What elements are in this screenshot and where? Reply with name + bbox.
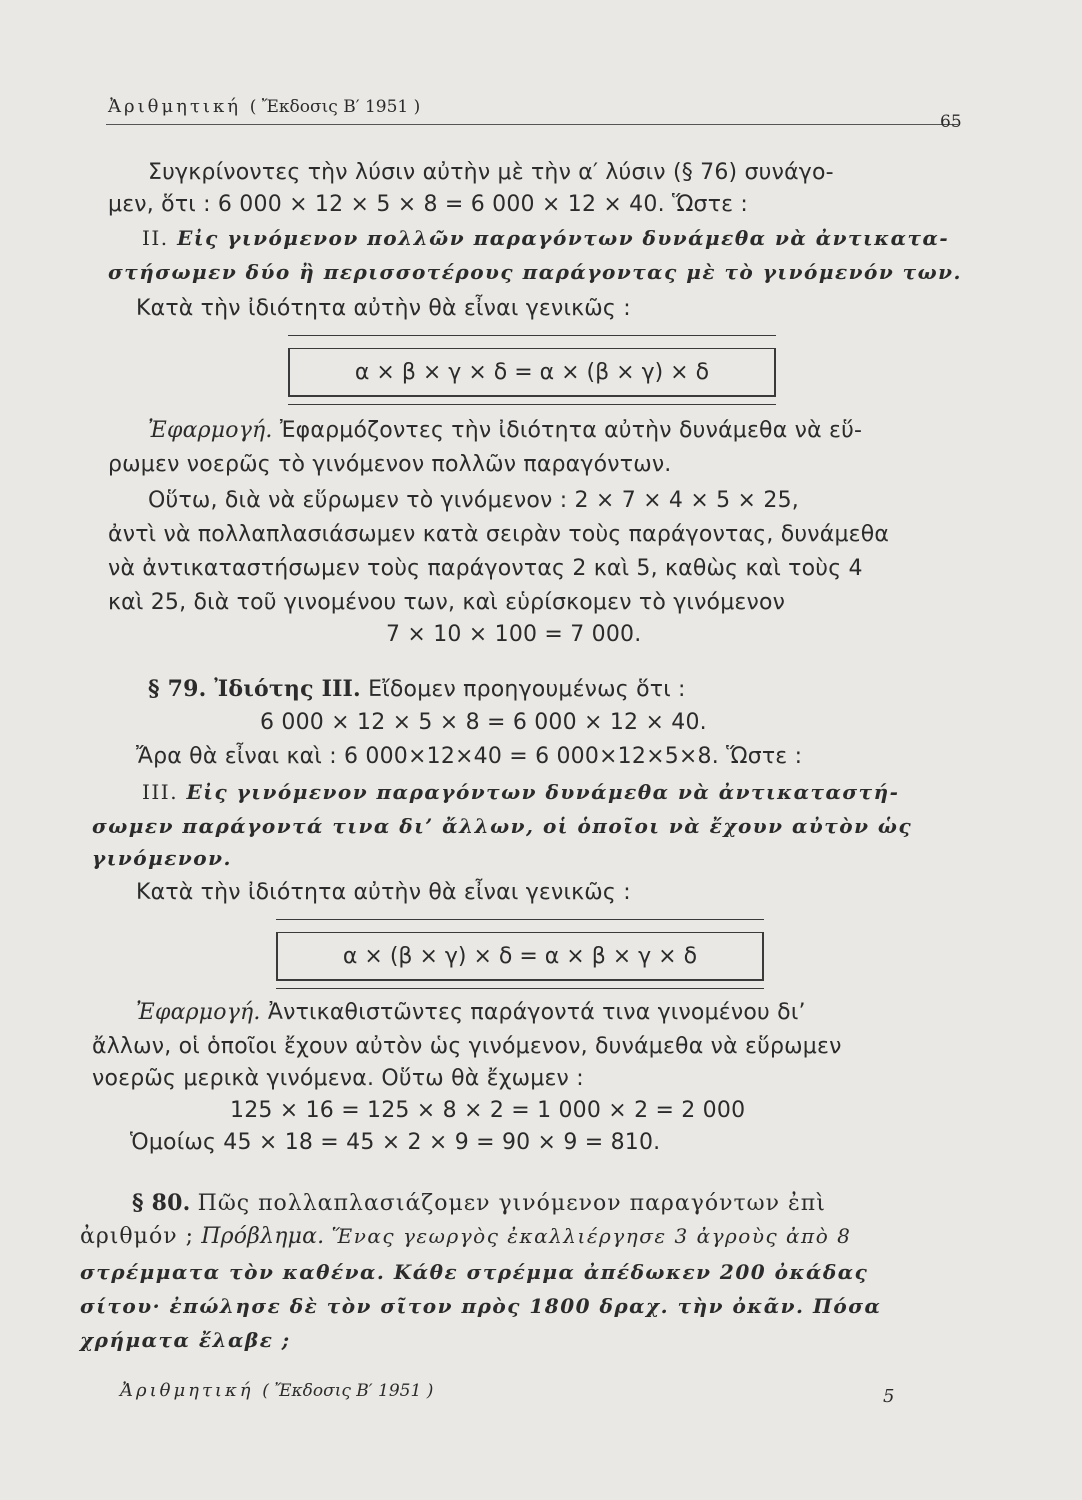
problem-text: σίτου· ἐπώλησε δὲ τὸν σῖτον πρὸς 1800 δραχ. τὴν ὀκᾶν. Πόσα [80,1294,882,1318]
problem-text: χρήματα ἔλαβε ; [80,1328,291,1352]
formula-text: α × β × γ × δ = α × (β × γ) × δ [354,359,710,385]
formula-box-substitution [276,932,764,981]
application-line [148,418,862,443]
rule-ii-text: στήσωμεν δύο ἢ περισσοτέρους παράγοντας μὲ τὸ γινόμενόν των. [108,260,963,284]
text-line: Συγκρίνοντες τὴν λύσιν αὐτὴν μὲ τὴν α′ λύσιν (§ 76) συνάγο- [148,160,834,185]
rule-iii-text: σωμεν παράγοντά τινα δι’ ἄλλων, οἱ ὁποῖοι νὰ ἔχουν αὐτὸν ὡς [92,814,913,838]
text-line: Κατὰ τὴν ἰδιότητα αὐτὴν θὰ εἶναι γενικῶς : [136,880,631,905]
section-80-title: ἀριθμόν ; [80,1224,194,1249]
formula-rule-top [288,335,776,336]
rule-ii-number: ΙΙ. [142,226,169,250]
application-line [136,1000,806,1025]
text-line: ἄλλων, οἱ ὁποῖοι ἔχουν αὐτὸν ὡς γινόμενον, δυνάμεθα νὰ εὕρωμεν [92,1034,842,1059]
equation-line: 6 000 × 12 × 5 × 8 = 6 000 × 12 × 40. [260,710,707,735]
rule-ii [142,226,949,250]
section-79-heading [148,676,686,702]
equation-line: 125 × 16 = 125 × 8 × 2 = 1 000 × 2 = 2 000 [230,1098,746,1123]
application-label: Ἐφαρμογή. [148,418,273,443]
equation-line: Ὁμοίως 45 × 18 = 45 × 2 × 9 = 90 × 9 = 810. [130,1130,661,1155]
text-line: Κατὰ τὴν ἰδιότητα αὐτὴν θὰ εἶναι γενικῶς : [136,296,631,321]
text-line: μεν, ὅτι : 6 000 × 12 × 5 × 8 = 6 000 × 12 × 40. Ὥστε : [108,192,749,217]
section-80-title: Πῶς πολλαπλασιάζομεν γινόμενον παραγόντων ἐπὶ [197,1191,826,1216]
text-line: ἀντὶ νὰ πολλαπλασιάσωμεν κατὰ σειρὰν τοὺς παράγοντας, δυνάμεθα [108,522,890,547]
formula-text: α × (β × γ) × δ = α × β × γ × δ [342,943,698,969]
formula-rule-top [276,919,764,920]
application-text: Ἐφαρμόζοντες τὴν ἰδιότητα αὐτὴν δυνάμεθα νὰ εὕ- [279,418,863,443]
section-79-text: Εἴδομεν προηγουμένως ὅτι : [368,677,686,702]
text-line: νὰ ἀντικαταστήσωμεν τοὺς παράγοντας 2 καὶ 5, καθὼς καὶ τοὺς 4 [108,556,863,581]
rule-iii-text: γινόμενον. [92,846,232,870]
footer-book-title: Ἀριθμητική [120,1380,254,1401]
section-80-heading [132,1190,826,1216]
header-rule [106,124,958,125]
rule-iii-text: Εἰς γινόμενον παραγόντων δυνάμεθα νὰ ἀντικαταστή- [186,780,900,804]
problem-label: Πρόβλημα. [201,1224,325,1249]
section-79-label: § 79. Ἰδιότης ΙΙΙ. [148,676,361,702]
application-label: Ἐφαρμογή. [136,1000,261,1025]
header-edition: ( Ἔκδοσις Β′ 1951 ) [249,97,421,117]
formula-box-associative [288,348,776,397]
formula-rule-bottom [276,988,764,989]
header-book-title: Ἀριθμητική [108,96,242,117]
problem-text: Ἕνας γεωργὸς ἐκαλλιέργησε 3 ἀγροὺς ἀπὸ 8 [331,1224,852,1248]
text-line: ρωμεν νοερῶς τὸ γινόμενον πολλῶν παραγόντων. [108,452,672,477]
footer-edition: ( Ἔκδοσις Β′ 1951 ) [262,1381,434,1401]
signature-number: 5 [883,1386,895,1407]
rule-iii-number: ΙΙΙ. [142,780,179,804]
rule-ii-text: Εἰς γινόμενον πολλῶν παραγόντων δυνάμεθα νὰ ἀντικατα- [177,226,950,250]
page-number: 65 [940,112,962,132]
text-line: Ἄρα θὰ εἶναι καὶ : 6 000×12×40 = 6 000×12×5×8. Ὥστε : [136,744,803,769]
text-line: Οὕτω, διὰ νὰ εὕρωμεν τὸ γινόμενον : 2 × 7 × 4 × 5 × 25, [148,488,799,513]
running-footer [120,1380,433,1401]
equation-line: 7 × 10 × 100 = 7 000. [386,622,642,647]
running-header [108,96,420,117]
text-line: νοερῶς μερικὰ γινόμενα. Οὕτω θὰ ἔχωμεν : [92,1066,584,1091]
problem-text: στρέμματα τὸν καθένα. Κάθε στρέμμα ἀπέδωκεν 200 ὀκάδας [80,1260,869,1284]
text-line: καὶ 25, διὰ τοῦ γινομένου των, καὶ εὑρίσκομεν τὸ γινόμενον [108,590,786,615]
application-text: Ἀντικαθιστῶντες παράγοντά τινα γινομένου δι’ [267,1000,806,1025]
formula-rule-bottom [288,404,776,405]
rule-iii [142,780,899,804]
section-80-label: § 80. [132,1190,191,1216]
section-80-line [80,1224,851,1249]
